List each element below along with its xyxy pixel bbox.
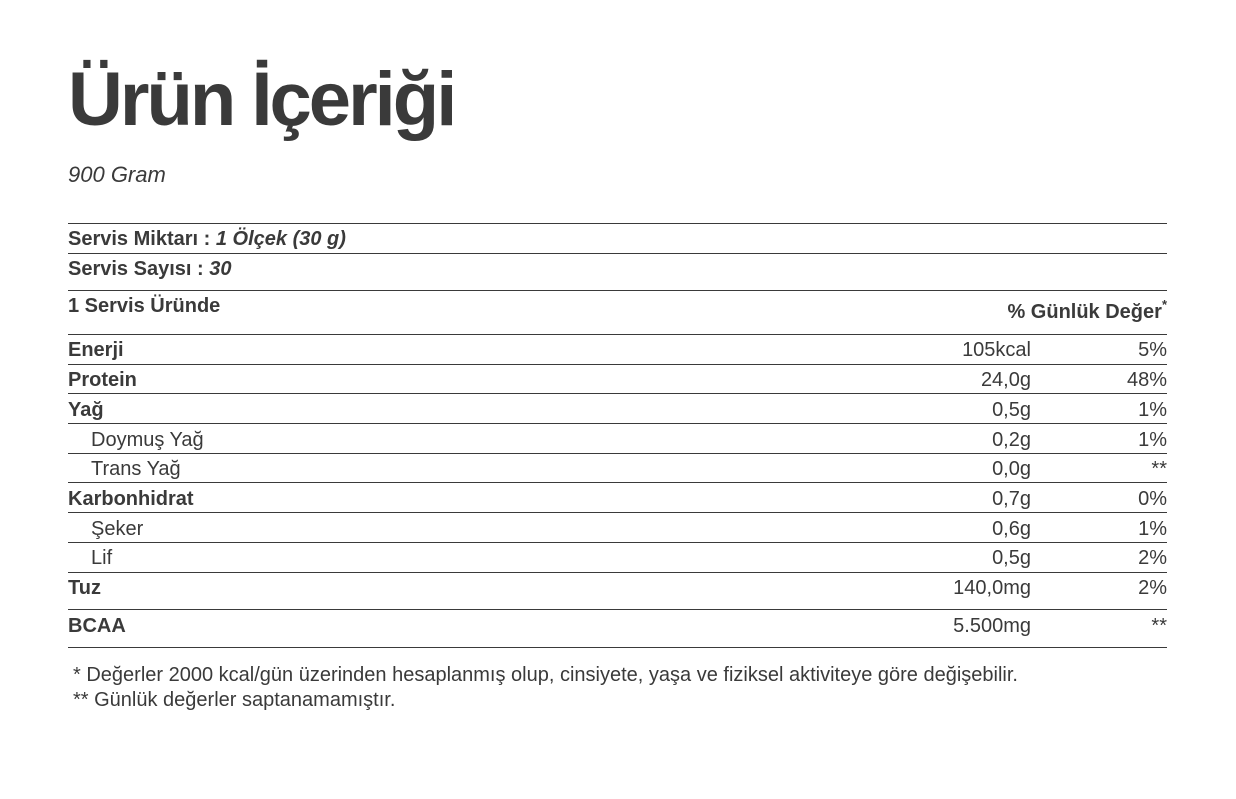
- nutrient-name: Tuz: [68, 577, 101, 599]
- nutrient-amount: 24,0g: [980, 369, 1031, 391]
- nutrient-daily-value: 0%: [1138, 488, 1167, 510]
- nutrient-daily-value: 5%: [1138, 339, 1167, 361]
- serving-size-row: [68, 229, 346, 249]
- nutrient-name: Doymuş Yağ: [91, 429, 204, 451]
- nutrient-daily-value: **: [1151, 615, 1167, 637]
- serving-count-value: 30: [209, 258, 232, 280]
- divider: [68, 542, 1167, 543]
- page-subtitle: 900 Gram: [68, 162, 166, 187]
- divider: [68, 572, 1167, 573]
- nutrient-daily-value: 2%: [1138, 577, 1167, 599]
- divider: [68, 290, 1167, 291]
- divider: [68, 393, 1167, 394]
- divider: [68, 453, 1167, 454]
- nutrient-amount: 0,5g: [992, 399, 1031, 421]
- divider: [68, 482, 1167, 483]
- nutrient-daily-value: **: [1151, 458, 1167, 480]
- nutrient-amount: 105kcal: [962, 339, 1031, 361]
- serving-count-row: [68, 259, 231, 279]
- divider: [68, 364, 1167, 365]
- daily-value-label: % Günlük Değer: [1007, 301, 1162, 323]
- per-serving-header: 1 Servis Üründe: [68, 295, 221, 317]
- nutrient-daily-value: 1%: [1138, 429, 1167, 451]
- divider: [68, 253, 1167, 254]
- nutrient-amount: 0,2g: [992, 429, 1031, 451]
- nutrient-amount: 0,5g: [992, 547, 1031, 569]
- divider: [68, 609, 1167, 610]
- nutrient-amount: 5.500mg: [953, 615, 1031, 637]
- nutrient-name: Şeker: [91, 518, 144, 540]
- divider: [68, 223, 1167, 224]
- divider: [68, 512, 1167, 513]
- page-title: Ürün İçeriği: [68, 57, 455, 142]
- nutrient-daily-value: 1%: [1138, 399, 1167, 421]
- divider: [68, 334, 1167, 335]
- footnote-1: * Değerler 2000 kcal/gün üzerinden hesaplanmış olup, cinsiyete, yaşa ve fiziksel aktiviteye göre değişebilir.: [73, 664, 1018, 686]
- nutrient-amount: 0,6g: [992, 518, 1031, 540]
- nutrient-name: Trans Yağ: [91, 458, 181, 480]
- nutrient-name: Protein: [68, 369, 137, 391]
- footnote-2: ** Günlük değerler saptanamamıştır.: [73, 689, 396, 711]
- divider: [68, 423, 1167, 424]
- nutrient-amount: 0,0g: [992, 458, 1031, 480]
- daily-value-header: [1007, 297, 1167, 323]
- nutrient-name: Lif: [91, 547, 113, 569]
- nutrient-name: BCAA: [68, 615, 126, 637]
- daily-value-mark: *: [1161, 297, 1167, 312]
- nutrient-name: Karbonhidrat: [68, 488, 194, 510]
- nutrient-amount: 0,7g: [992, 488, 1031, 510]
- nutrient-amount: 140,0mg: [953, 577, 1031, 599]
- nutrient-daily-value: 48%: [1126, 369, 1167, 391]
- divider: [68, 647, 1167, 648]
- nutrient-name: Yağ: [68, 399, 104, 421]
- serving-count-label: Servis Sayısı :: [68, 258, 210, 280]
- nutrient-daily-value: 2%: [1138, 547, 1167, 569]
- serving-size-label: Servis Miktarı :: [68, 228, 216, 250]
- nutrient-daily-value: 1%: [1138, 518, 1167, 540]
- serving-size-value: 1 Ölçek (30 g): [215, 228, 346, 250]
- nutrient-name: Enerji: [68, 339, 124, 361]
